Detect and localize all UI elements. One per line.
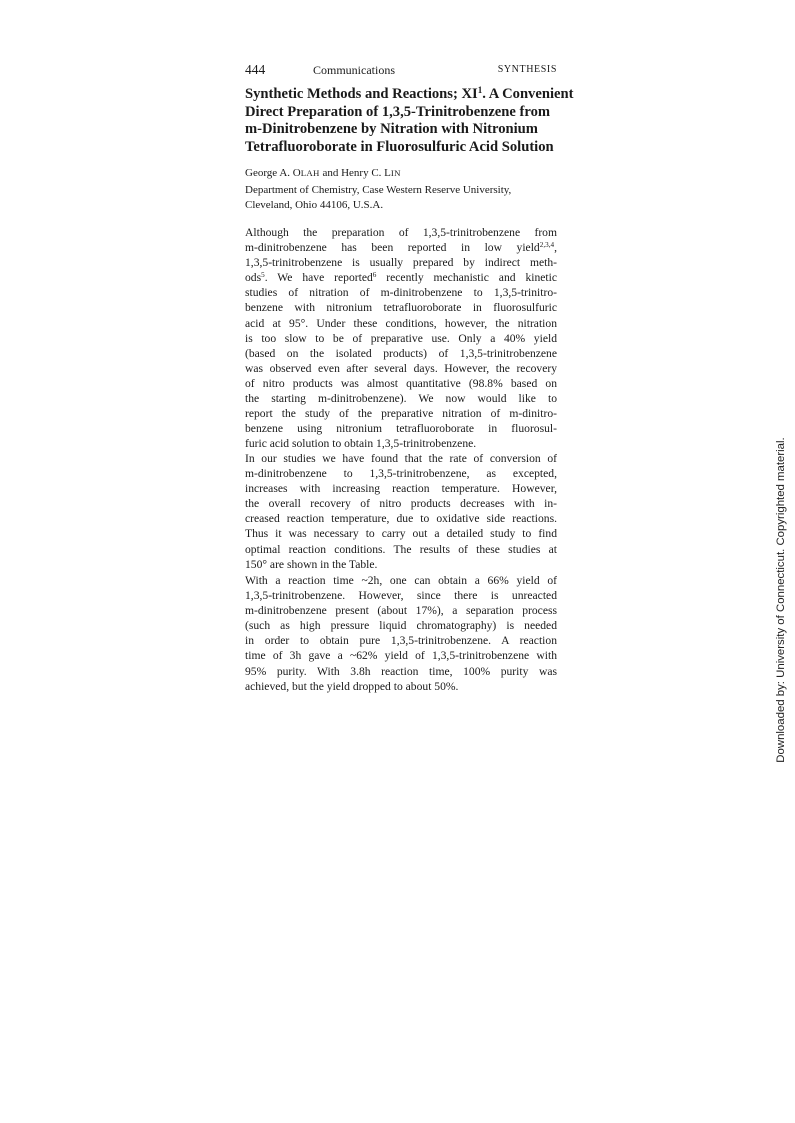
running-head (245, 62, 557, 78)
affiliation (245, 183, 557, 213)
text-line: increases with increasing reaction temperature. However, (245, 482, 557, 496)
title-line-3: m-Dinitrobenzene by Nitration with Nitronium (245, 121, 538, 137)
text-line: in order to obtain pure 1,3,5-trinitrobenzene. A reaction (245, 634, 557, 648)
title-line-2: Direct Preparation of 1,3,5-Trinitrobenzene from (245, 103, 551, 120)
text-line: m-dinitrobenzene present (about 17%), a separation process (245, 604, 557, 618)
affiliation-line: Cleveland, Ohio 44106, U.S.A. (245, 199, 384, 211)
text-line: creased reaction temperature, due to oxidative side reactions. (245, 512, 557, 526)
download-notice: Downloaded by: University of Connecticut. Copyrighted material. (775, 437, 787, 763)
text-line: time of 3h gave a ~62% yield of 1,3,5-trinitrobenzene with (245, 649, 557, 663)
text-line: optimal reaction conditions. The results of these studies at (245, 542, 557, 556)
text-line: m-dinitrobenzene to 1,3,5-trinitrobenzene, as excepted, (245, 467, 557, 481)
text-line: With a reaction time ~2h, one can obtain a 66% yield of (245, 574, 557, 587)
text-run: , (554, 241, 557, 255)
footnote-ref: 1 (477, 85, 483, 96)
text-line: was observed even after several days. However, the recovery (245, 361, 557, 375)
text-line: 95% purity. With 3.8h reaction time, 100% purity was (245, 664, 557, 678)
author-list (245, 166, 557, 180)
text-line: achieved, but the yield dropped to about 50%. (245, 679, 459, 693)
text-run: ods (245, 271, 262, 285)
text-line: report the study of the preparative nitration of m-dinitro- (245, 407, 557, 421)
text-line: studies of nitration of m-dinitrobenzene to 1,3,5-trinitro- (245, 286, 557, 300)
text-line: of nitro products was almost quantitative (98.8% based on (245, 376, 557, 390)
text-line: In our studies we have found that the rate of conversion of (245, 452, 557, 465)
text-line: 1,3,5-trinitrobenzene is usually prepared by indirect meth- (245, 256, 557, 270)
paragraph-3 (245, 573, 557, 694)
text-line: is too slow to be of preparative use. Only a 40% yield (245, 331, 557, 345)
paragraph-1 (245, 225, 557, 451)
author-surname: IN (390, 168, 401, 178)
text-line: the starting m-dinitrobenzene). We now would like to (245, 392, 557, 406)
footnote-ref: 6 (372, 271, 377, 280)
title-line-1 (245, 85, 574, 104)
author-name: George A. O (245, 167, 301, 179)
text-line (245, 240, 557, 255)
text-line: acid at 95°. Under these conditions, however, the nitration (245, 316, 557, 330)
journal-name: SYNTHESIS (497, 64, 557, 75)
page-number: 444 (245, 62, 266, 77)
text-run: recently mechanistic and kinetic (376, 271, 557, 285)
author-surname: LAH (300, 168, 320, 178)
text-line: (such as high pressure liquid chromatography) is needed (245, 619, 557, 633)
text-line: (based on the isolated products) of 1,3,5-trinitrobenzene (245, 346, 557, 360)
text-line: benzene using nitronium tetrafluoroborate in fluorosul- (245, 422, 557, 436)
text-line: 150° are shown in the Table. (245, 557, 378, 571)
paragraph-2 (245, 451, 557, 572)
text-line: benzene with nitronium tetrafluoroborate in fluorosulfuric (245, 301, 557, 315)
text-line: 1,3,5-trinitrobenzene. However, since there is unreacted (245, 589, 557, 603)
title-line-4: Tetrafluoroborate in Fluorosulfuric Acid Solution (245, 138, 554, 155)
footnote-ref: 2,3,4 (539, 241, 555, 250)
text-line (245, 270, 557, 285)
title-text: . A Convenient (482, 86, 574, 102)
affiliation-line: Department of Chemistry, Case Western Reserve University, (245, 184, 512, 196)
text-line: the overall recovery of nitro products decreases with in- (245, 497, 557, 511)
footnote-ref: 5 (261, 271, 265, 280)
section-label: Communications (313, 63, 395, 77)
text-line: Although the preparation of 1,3,5-trinitrobenzene from (245, 226, 557, 239)
article-title (245, 85, 574, 156)
author-name: and Henry C. L (319, 167, 391, 179)
text-line: furic acid solution to obtain 1,3,5-trinitrobenzene. (245, 437, 477, 451)
text-line: Thus it was necessary to carry out a detailed study to find (245, 527, 557, 541)
text-run: m-dinitrobenzene has been reported in low yield (245, 241, 540, 255)
title-text: Synthetic Methods and Reactions; XI (245, 86, 478, 102)
text-run: . We have reported (264, 271, 373, 285)
